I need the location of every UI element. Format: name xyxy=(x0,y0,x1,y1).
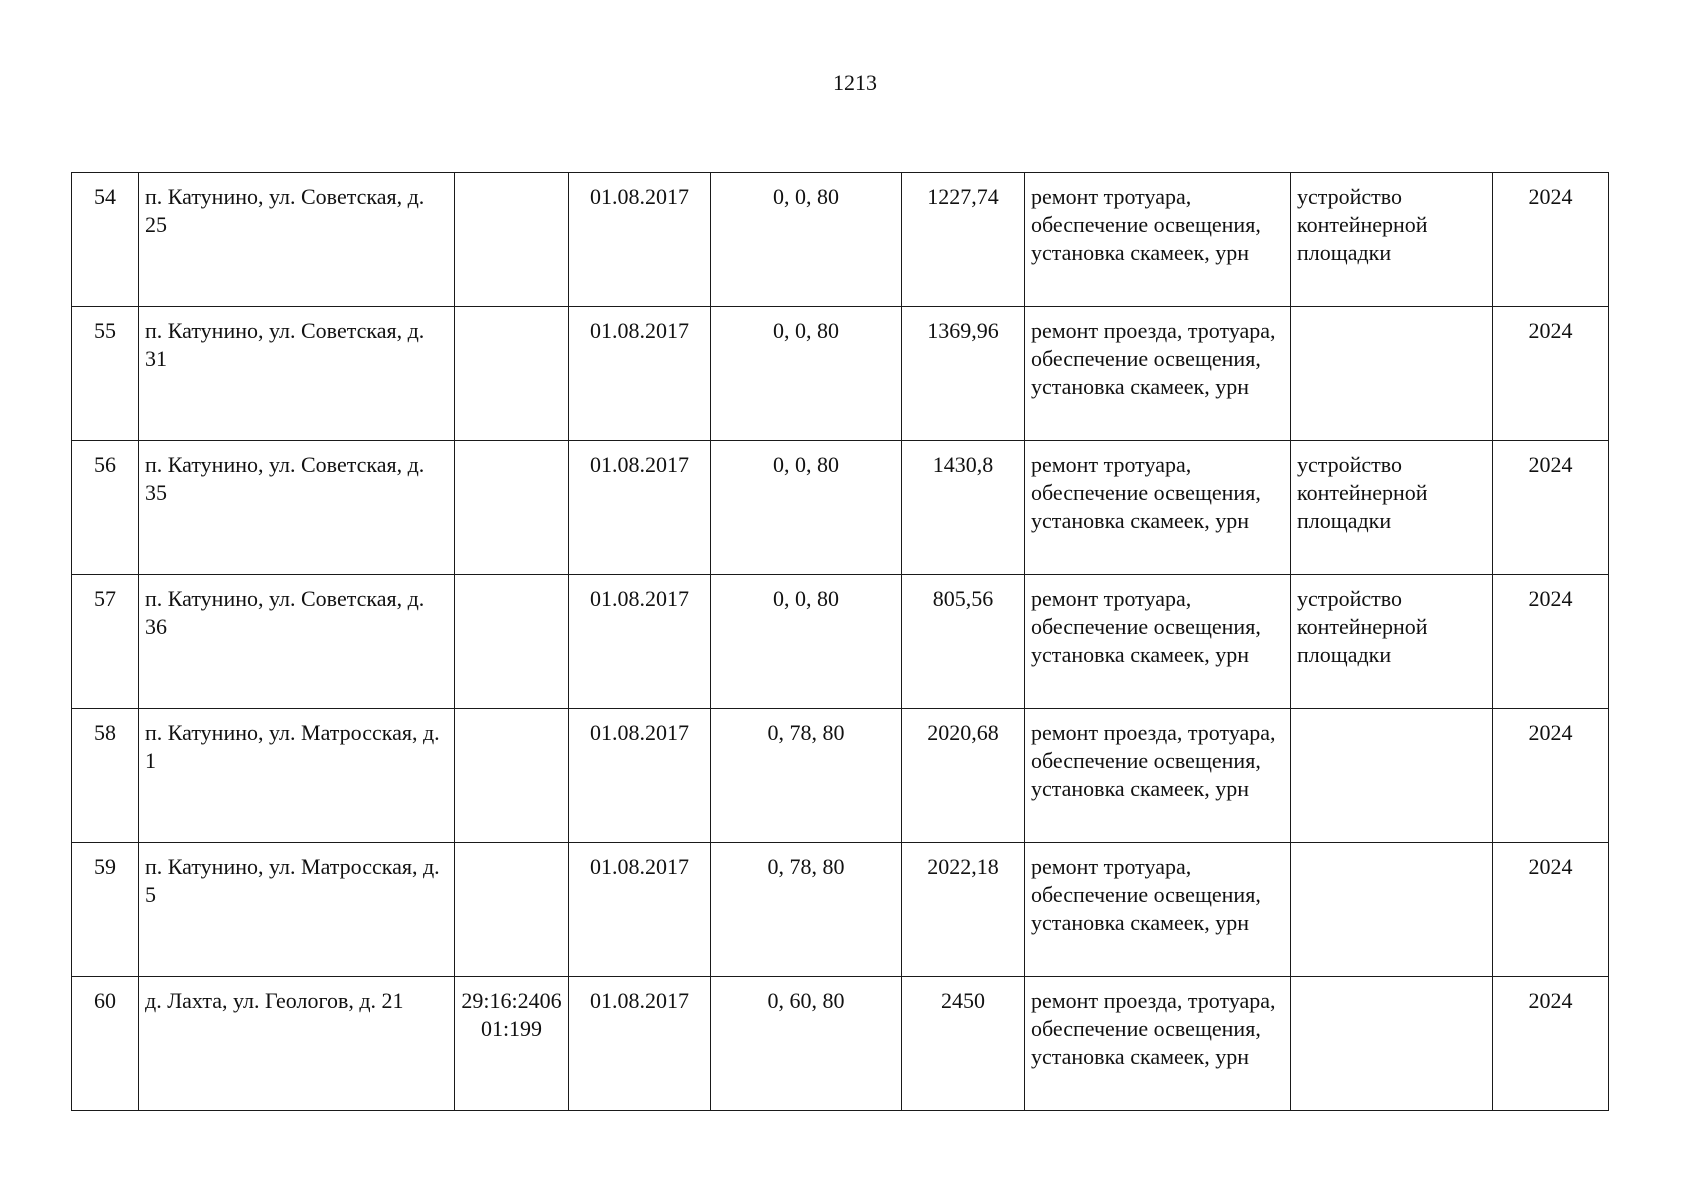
address-cell: п. Катунино, ул. Советская, д. 36 xyxy=(139,575,455,709)
cadastral-cell xyxy=(455,575,569,709)
works-cell: ремонт тротуара, обеспечение освещения, установка скамеек, урн xyxy=(1025,173,1291,307)
row-number: 57 xyxy=(72,575,139,709)
year-cell: 2024 xyxy=(1493,441,1609,575)
code-cell: 0, 78, 80 xyxy=(711,709,902,843)
registry-table xyxy=(71,172,1609,1111)
address-cell: п. Катунино, ул. Советская, д. 25 xyxy=(139,173,455,307)
extra-works-cell xyxy=(1291,977,1493,1111)
extra-works-cell: устройство контейнерной площадки xyxy=(1291,575,1493,709)
address-cell: п. Катунино, ул. Советская, д. 35 xyxy=(139,441,455,575)
table-row xyxy=(72,977,1609,1111)
address-cell: п. Катунино, ул. Матросская, д. 1 xyxy=(139,709,455,843)
table-row xyxy=(72,307,1609,441)
cadastral-cell xyxy=(455,307,569,441)
area-cell: 2450 xyxy=(902,977,1025,1111)
code-cell: 0, 60, 80 xyxy=(711,977,902,1111)
cadastral-cell xyxy=(455,709,569,843)
code-cell: 0, 0, 80 xyxy=(711,307,902,441)
row-number: 60 xyxy=(72,977,139,1111)
cadastral-cell: 29:16:240601:199 xyxy=(455,977,569,1111)
date-cell: 01.08.2017 xyxy=(569,843,711,977)
works-cell: ремонт проезда, тротуара, обеспечение освещения, установка скамеек, урн xyxy=(1025,977,1291,1111)
date-cell: 01.08.2017 xyxy=(569,307,711,441)
table-row xyxy=(72,173,1609,307)
extra-works-cell xyxy=(1291,709,1493,843)
code-cell: 0, 78, 80 xyxy=(711,843,902,977)
works-cell: ремонт тротуара, обеспечение освещения, установка скамеек, урн xyxy=(1025,441,1291,575)
row-number: 59 xyxy=(72,843,139,977)
area-cell: 1430,8 xyxy=(902,441,1025,575)
area-cell: 2020,68 xyxy=(902,709,1025,843)
year-cell: 2024 xyxy=(1493,307,1609,441)
table-row xyxy=(72,575,1609,709)
year-cell: 2024 xyxy=(1493,977,1609,1111)
address-cell: д. Лахта, ул. Геологов, д. 21 xyxy=(139,977,455,1111)
cadastral-cell xyxy=(455,173,569,307)
date-cell: 01.08.2017 xyxy=(569,575,711,709)
row-number: 55 xyxy=(72,307,139,441)
year-cell: 2024 xyxy=(1493,173,1609,307)
row-number: 54 xyxy=(72,173,139,307)
extra-works-cell xyxy=(1291,307,1493,441)
code-cell: 0, 0, 80 xyxy=(711,575,902,709)
area-cell: 1369,96 xyxy=(902,307,1025,441)
cadastral-cell xyxy=(455,441,569,575)
area-cell: 805,56 xyxy=(902,575,1025,709)
table-row xyxy=(72,441,1609,575)
extra-works-cell xyxy=(1291,843,1493,977)
area-cell: 2022,18 xyxy=(902,843,1025,977)
extra-works-cell: устройство контейнерной площадки xyxy=(1291,441,1493,575)
page-number: 1213 xyxy=(833,70,877,95)
registry-table-body xyxy=(72,173,1609,1111)
date-cell: 01.08.2017 xyxy=(569,441,711,575)
address-cell: п. Катунино, ул. Матросская, д. 5 xyxy=(139,843,455,977)
works-cell: ремонт проезда, тротуара, обеспечение освещения, установка скамеек, урн xyxy=(1025,307,1291,441)
works-cell: ремонт тротуара, обеспечение освещения, установка скамеек, урн xyxy=(1025,575,1291,709)
table-row xyxy=(72,843,1609,977)
table-row xyxy=(72,709,1609,843)
row-number: 58 xyxy=(72,709,139,843)
extra-works-cell: устройство контейнерной площадки xyxy=(1291,173,1493,307)
year-cell: 2024 xyxy=(1493,843,1609,977)
date-cell: 01.08.2017 xyxy=(569,173,711,307)
date-cell: 01.08.2017 xyxy=(569,977,711,1111)
year-cell: 2024 xyxy=(1493,575,1609,709)
year-cell: 2024 xyxy=(1493,709,1609,843)
code-cell: 0, 0, 80 xyxy=(711,441,902,575)
row-number: 56 xyxy=(72,441,139,575)
address-cell: п. Катунино, ул. Советская, д. 31 xyxy=(139,307,455,441)
code-cell: 0, 0, 80 xyxy=(711,173,902,307)
works-cell: ремонт проезда, тротуара, обеспечение освещения, установка скамеек, урн xyxy=(1025,709,1291,843)
cadastral-cell xyxy=(455,843,569,977)
works-cell: ремонт тротуара, обеспечение освещения, установка скамеек, урн xyxy=(1025,843,1291,977)
area-cell: 1227,74 xyxy=(902,173,1025,307)
date-cell: 01.08.2017 xyxy=(569,709,711,843)
